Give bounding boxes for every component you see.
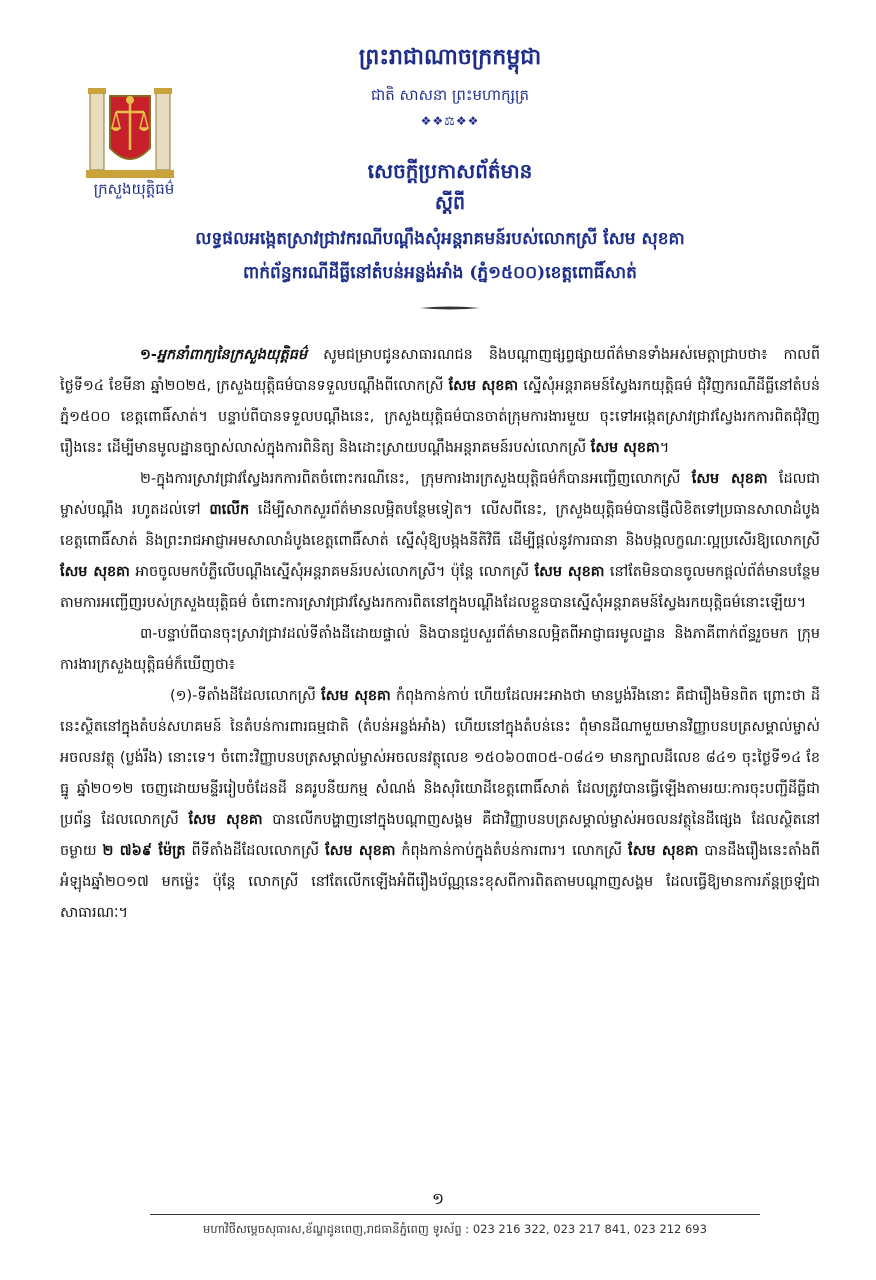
spokesperson-lead: អ្នកនាំពាក្យនៃក្រសួងយុត្តិធម៌ [156,347,308,363]
text-run: ២-ក្នុងការស្រាវជ្រាវស្វែងរកការពិតចំពោះករណីនេះ, ក្រុមការងារក្រសួងយុត្តិធម៌ក៏បានអញ្ជើញលោកស្រី [140,471,692,487]
paragraph-4 [60,681,820,929]
paragraph-3 [60,619,820,681]
national-motto: ជាតិ សាសនា ព្រះមហាក្សត្រ [370,86,530,104]
person-name: សែម សុខគា [628,843,699,859]
paragraph-1 [60,340,820,464]
text-run: ដែលជាម្ចាស់បណ្តឹង រហូតដល់ទៅ [60,471,821,518]
text-run: បានលើកបង្ហាញនៅក្នុងបណ្តាញសង្គម គឺជាវិញ្ញាបនបត្រសម្គាល់ម្ចាស់អចលនវត្ថុនៃដីផ្សេង ដែលស្ថិតនៅចម្ងាយ [60,812,820,859]
footer-divider [150,1214,760,1215]
person-name: សែម សុខគា [60,564,130,580]
title-block [150,154,750,218]
document-title: សេចក្តីប្រកាសព័ត៌មាន [367,159,533,183]
text-run: អាចចូលមកបំភ្លឺលើបណ្តឹងស្នើសុំអន្តរាគមន៍របស់លោកស្រី។ ប៉ុន្តែ លោកស្រី [129,564,535,580]
subject-line-2: ពាក់ព័ន្ធករណីដីធ្លីនៅតំបន់អន្លង់អាំង (ភ្នំ១៥០០)ខេត្តពោធិ៍សាត់ [243,263,637,283]
paragraph-2 [60,464,820,619]
text-run: កំពុងកាន់កាប់ ហើយដែលអះអាងថា មានប្លង់រឹងនោះ គឺជារឿងមិនពិត ព្រោះថា ដីនេះស្ថិតនៅក្នុងតំបន់សហគមន៍ នៃតំបន់ការពារធម្មជាតិ (តំបន់អន្លង់អាំង) ហើយនៅក្នុងតំបន់នេះ ពុំមានដីណាមួយមានវិញ្ញាបនបត្រសម្គាល់ម្ចាស់អចលនវត្ថុ (ប្លង់រឹង) នោះទេ។ ចំពោះវិញ្ញាបនបត្រសម្គាល់ម្ចាស់អចលនវត្ថុលេខ ១៥០៦០៣០៥-០៨៤១ មានក្បាលដីលេខ ៨៤១ ចុះថ្ងៃទី១៤ ខែធ្នូ ឆ្នាំ២០១២ ចេញដោយមន្ទីររៀបចំដែនដី នគរូបនីយកម្ម សំណង់ និងសុរិយោដីខេត្តពោធិ៍សាត់ ដែលត្រូវបានធ្វើឡើងតាមរយៈការចុះបញ្ជីដីធ្លីជាប្រព័ន្ធ ដែលលោកស្រី [60,688,820,828]
text-run: ពីទីតាំងដីដែលលោកស្រី [185,843,326,859]
ministry-name: ក្រសួងយុត្តិធម៌ [93,180,175,198]
person-name: សែម សុខគា [448,378,519,394]
subject-line-1: លទ្ធផលអង្កេតស្រាវជ្រាវករណីបណ្តឹងសុំអន្តរាគមន៍របស់លោកស្រី សែម សុខគា [195,229,685,249]
document-body [60,340,820,929]
text-run: (១)-ទីតាំងដីដែលលោកស្រី [170,688,322,704]
person-name: សែម សុខគា [691,471,768,487]
person-name: សែម សុខគា [325,843,396,859]
text-run: សូមជម្រាបជូនសាធារណជន និងបណ្តាញផ្សព្វផ្សាយព័ត៌មានទាំងអស់មេត្តាជ្រាបថា៖ កាលពីថ្ងៃទី១៤ ខែមីនា ឆ្នាំ២០២៥, ក្រសួងយុត្តិធម៌បានទទួលបណ្តឹងពីលោកស្រី [60,347,820,394]
kingdom-heading: ព្រះរាជាណាចក្រកម្ពុជា [358,44,542,70]
person-name: សែម សុខគា [590,440,660,456]
title-divider-icon [420,306,480,310]
invitation-count: ៣លើក [209,502,250,518]
text-run: បានដឹងរឿងនេះតាំងពីអំឡុងឆ្នាំ២០១៧ មកម្ល៉េះ ប៉ុន្តែ លោកស្រី នៅតែលើកឡើងអំពីរឿងប័ណ្ណនេះខុសពីការពិតតាមបណ្តាញសង្គម ដែលធ្វើឱ្យមានការភ័ន្តច្រឡំជាសាធារណៈ។ [60,843,821,921]
text-run: ។ [659,440,670,456]
text-run: នៅតែមិនបានចូលមកផ្តល់ព័ត៌មានបន្ថែម តាមការអញ្ជើញរបស់ក្រសួងយុត្តិធម៌ ចំពោះការស្រាវជ្រាវស្វែងរកការពិតនៅក្នុងបណ្តឹងដែលខ្លួនបានស្នើសុំអន្តរាគមន៍ស្វែងរកយុត្តិធម៌នោះឡើយ។ [60,564,821,611]
person-name: សែម សុខគា [188,812,263,828]
document-subject [80,222,800,290]
document-subtitle: ស្តីពី [434,192,466,214]
text-run: ស្នើសុំអន្តរាគមន៍ស្វែងរកយុត្តិធម៌ ជុំវិញករណីដីធ្លីនៅតំបន់ភ្នំ១៥០០ ខេត្តពោធិ៍សាត់។ បន្ទាប់ពីបានទទួលបណ្តឹងនេះ, ក្រសួងយុត្តិធម៌បានចាត់ក្រុមការងារមួយ ចុះទៅអង្កេតស្រាវជ្រាវស្វែងរកការពិតជុំវិញរឿងនេះ ដើម្បីមានមូលដ្ឋានច្បាស់លាស់ក្នុងការពិនិត្យ និងដោះស្រាយបណ្តឹងអន្តរាគមន៍របស់លោកស្រី [60,378,821,456]
paragraph-number: ១- [140,347,157,363]
person-name: សែម សុខគា [534,564,605,580]
text-run: ៣-បន្ទាប់ពីបានចុះស្រាវជ្រាវដល់ទីតាំងដីដោយផ្ទាល់ និងបានជួបសួរព័ត៌មានលម្អិតពីអាជ្ញាធរមូលដ្ឋាន និងភាគីពាក់ព័ន្ធរួចមក ក្រុមការងារក្រសួងយុត្តិធម៌ក៏ឃើញថា៖ [60,626,820,673]
person-name: សែម សុខគា [321,688,391,704]
distance-value: ២ ៧៦៩ ម៉ែត្រ [102,843,186,859]
footer-address: មហាវិថីសម្តេចសុធារស,ខ័ណ្ឌដូនពេញ,រាជធានីភ្នំពេញ ទូរស័ព្ទ : 023 216 322, 023 217 841, 023 212 693 [203,1222,707,1236]
page-number: ១ [431,1189,445,1208]
text-run: ដើម្បីសាកសួរព័ត៌មានលម្អិតបន្ថែមទៀត។ លើសពីនេះ, ក្រសួងយុត្តិធម៌បានផ្ញើលិខិតទៅប្រធានសាលាដំបូងខេត្តពោធិ៍សាត់ និងព្រះរាជអាជ្ញាអមសាលាដំបូងខេត្តពោធិ៍សាត់ ស្នើសុំឱ្យបង្កងនីតិវិធី ដើម្បីផ្តល់នូវការធានា និងបង្កលក្ខណៈល្អប្រសើរឱ្យលោកស្រី [60,502,820,549]
text-run: កំពុងកាន់កាប់ក្នុងតំបន់ការពារ។ លោកស្រី [395,843,629,859]
scales-ornament-icon: ❖❖⚖❖❖ [420,114,480,128]
